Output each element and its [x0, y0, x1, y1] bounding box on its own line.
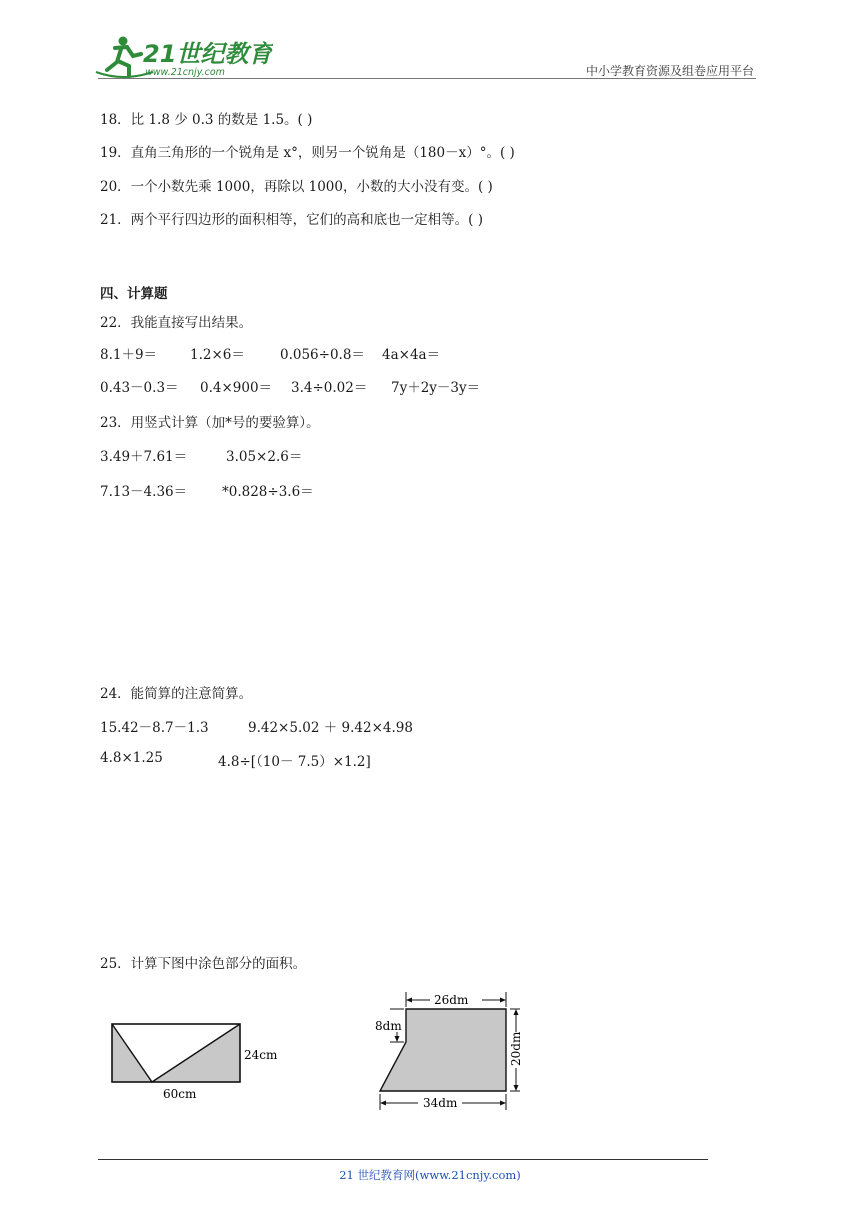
platform-name: 中小学教育资源及组卷应用平台 — [585, 64, 754, 78]
trapezoid-figure — [370, 988, 530, 1116]
question-21: 21．两个平行四边形的面积相等，它们的高和底也一定相等。( ) — [100, 212, 484, 228]
calc-item: 3.49＋7.61＝ — [100, 449, 188, 465]
question-19: 19．直角三角形的一个锐角是 x°，则另一个锐角是（180－x）°。( ) — [100, 145, 515, 161]
logo-url: www.21cnjy.com — [145, 67, 225, 78]
footer-link[interactable]: 21 世纪教育网(www.21cnjy.com) — [339, 1168, 521, 1182]
right-dimension-label: 20dm — [509, 1031, 523, 1066]
calc-item: 7y＋2y－3y＝ — [391, 380, 481, 396]
logo-text: 21世纪教育 — [143, 40, 273, 68]
footer-divider — [98, 1159, 708, 1160]
calc-item: *0.828÷3.6＝ — [222, 484, 314, 500]
left-dimension-label: 8dm — [375, 1019, 402, 1033]
calc-item: 3.4÷0.02＝ — [291, 380, 368, 396]
site-logo — [93, 32, 273, 80]
calc-item: 15.42－8.7－1.3 — [100, 720, 209, 736]
calc-item: 1.2×6＝ — [190, 347, 245, 363]
question-22-prompt: 22．我能直接写出结果。 — [100, 315, 253, 331]
question-23-prompt: 23．用竖式计算（加*号的要验算）。 — [100, 415, 320, 431]
question-24-prompt: 24．能简算的注意简算。 — [100, 686, 253, 702]
calc-item: 0.4×900＝ — [200, 380, 273, 396]
bottom-dimension-label: 34dm — [423, 1096, 458, 1110]
width-label: 60cm — [163, 1087, 197, 1101]
calc-item: 4.8÷[（10－ 7.5）×1.2] — [218, 754, 371, 770]
calc-item: 0.43－0.3＝ — [100, 380, 179, 396]
calc-item: 4.8×1.25 — [100, 750, 163, 766]
top-dimension-label: 26dm — [434, 993, 469, 1007]
calc-item: 4a×4a＝ — [382, 347, 441, 363]
question-20: 20．一个小数先乘 1000，再除以 1000，小数的大小没有变。( ) — [100, 179, 493, 195]
section-title: 四、计算题 — [100, 286, 168, 302]
height-label: 24cm — [244, 1048, 278, 1062]
calc-item: 3.05×2.6＝ — [226, 449, 303, 465]
header-divider — [98, 78, 756, 79]
question-25-prompt: 25．计算下图中涂色部分的面积。 — [100, 956, 307, 972]
calc-item: 8.1＋9＝ — [100, 347, 158, 363]
calc-item: 7.13－4.36＝ — [100, 484, 188, 500]
calc-item: 9.42×5.02 ＋ 9.42×4.98 — [248, 720, 413, 736]
question-18: 18．比 1.8 少 0.3 的数是 1.5。( ) — [100, 112, 313, 128]
rectangle-figure — [105, 1015, 305, 1105]
calc-item: 0.056÷0.8＝ — [280, 347, 365, 363]
